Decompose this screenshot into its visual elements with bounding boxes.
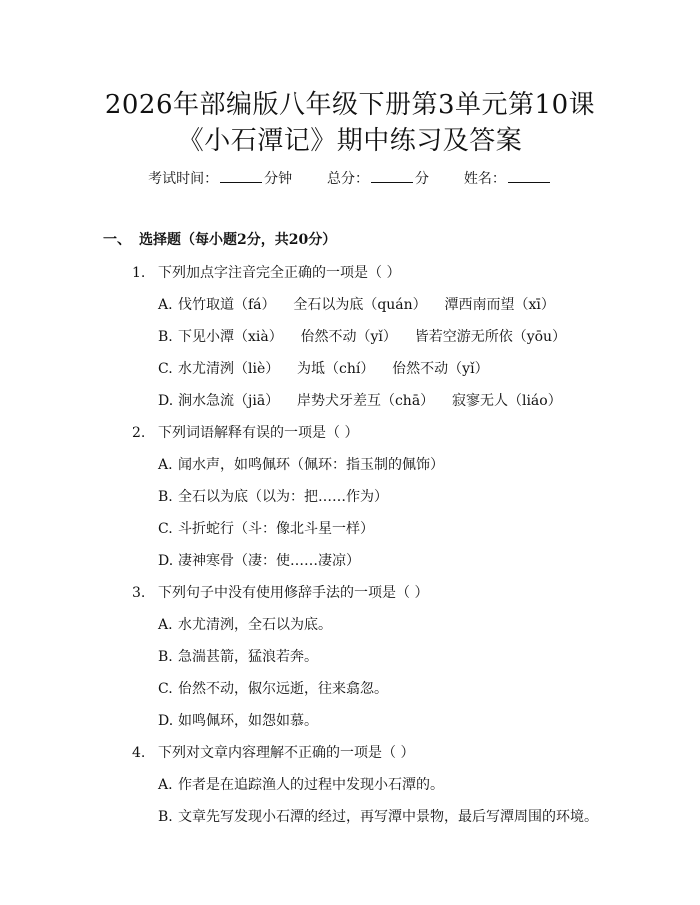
option-letter: B. <box>158 329 173 345</box>
question-option[interactable] <box>158 390 562 410</box>
option-letter: D. <box>158 393 174 409</box>
question-text: 下列句子中没有使用修辞手法的一项是（ ） <box>158 585 429 601</box>
question-number: 3. <box>132 585 146 601</box>
question-option[interactable] <box>158 486 388 506</box>
option-letter: C. <box>158 681 173 697</box>
question-option[interactable] <box>158 614 332 634</box>
option-text: 涧水急流（jiā） 岸势犬牙差互（chā） 寂寥无人（liáo） <box>178 393 562 409</box>
option-letter: A. <box>158 617 173 633</box>
question-option[interactable] <box>158 774 444 794</box>
section-number: 一、 <box>103 232 131 248</box>
question-option[interactable] <box>158 454 444 474</box>
question-option[interactable] <box>158 550 360 570</box>
option-letter: B. <box>158 809 173 825</box>
time-label: 考试时间： <box>148 171 219 187</box>
question-option[interactable] <box>158 646 318 666</box>
question-option[interactable] <box>158 358 489 378</box>
question-number: 4. <box>132 745 146 761</box>
option-letter: D. <box>158 553 174 569</box>
question-option[interactable] <box>158 518 374 538</box>
section-heading <box>103 229 336 249</box>
option-text: 斗折蛇行（斗：像北斗星一样） <box>178 521 374 537</box>
option-text: 伐竹取道（fá） 全石以为底（quán） 潭西南而望（xī） <box>178 297 555 313</box>
option-text: 水尤清洌，全石以为底。 <box>178 617 332 633</box>
question-option[interactable] <box>158 710 318 730</box>
option-text: 作者是在追踪渔人的过程中发现小石潭的。 <box>178 777 444 793</box>
score-label: 总分： <box>327 171 369 187</box>
option-text: 下见小潭（xià） 佁然不动（yǐ） 皆若空游无所依（yōu） <box>178 329 567 345</box>
question-option[interactable] <box>158 294 555 314</box>
option-letter: C. <box>158 361 173 377</box>
question-text: 下列加点字注音完全正确的一项是（ ） <box>158 265 401 281</box>
option-letter: C. <box>158 521 173 537</box>
option-letter: B. <box>158 489 173 505</box>
question-number: 1. <box>132 265 146 281</box>
title-line-1: 2026年部编版八年级下册第3单元第10课 <box>104 90 596 120</box>
option-letter: A. <box>158 777 173 793</box>
name-blank[interactable] <box>508 170 550 183</box>
question-option[interactable] <box>158 326 566 346</box>
name-label: 姓名： <box>463 171 506 187</box>
question-option[interactable] <box>158 806 598 826</box>
question-text: 下列词语解释有误的一项是（ ） <box>158 425 359 441</box>
question-stem <box>132 582 428 602</box>
time-blank[interactable] <box>220 170 262 183</box>
option-text: 急湍甚箭，猛浪若奔。 <box>178 649 318 665</box>
question-text: 下列对文章内容理解不正确的一项是（ ） <box>158 745 415 761</box>
option-text: 文章先写发现小石潭的经过，再写潭中景物，最后写潭周围的环境。 <box>178 809 598 825</box>
option-text: 如鸣佩环，如怨如慕。 <box>178 713 318 729</box>
title-line-2: 《小石潭记》期中练习及答案 <box>177 126 523 156</box>
score-blank[interactable] <box>371 170 413 183</box>
question-stem <box>132 422 358 442</box>
option-letter: A. <box>158 457 173 473</box>
option-text: 佁然不动，俶尔远逝，往来翕忽。 <box>178 681 388 697</box>
time-unit: 分钟 <box>264 171 293 187</box>
question-stem <box>132 742 414 762</box>
option-text: 全石以为底（以为：把……作为） <box>178 489 388 505</box>
section-title: 选择题（每小题2分，共20分） <box>139 232 337 248</box>
option-text: 凄神寒骨（凄：使……凄凉） <box>178 553 360 569</box>
option-letter: D. <box>158 713 174 729</box>
exam-info <box>0 168 700 188</box>
option-text: 水尤清洌（liè） 为坻（chí） 佁然不动（yǐ） <box>178 361 489 377</box>
question-stem <box>132 262 400 282</box>
option-letter: B. <box>158 649 173 665</box>
option-letter: A. <box>158 297 173 313</box>
score-unit: 分 <box>415 171 429 187</box>
question-number: 2. <box>132 425 146 441</box>
question-option[interactable] <box>158 678 388 698</box>
option-text: 闻水声，如鸣佩环（佩环：指玉制的佩饰） <box>178 457 444 473</box>
